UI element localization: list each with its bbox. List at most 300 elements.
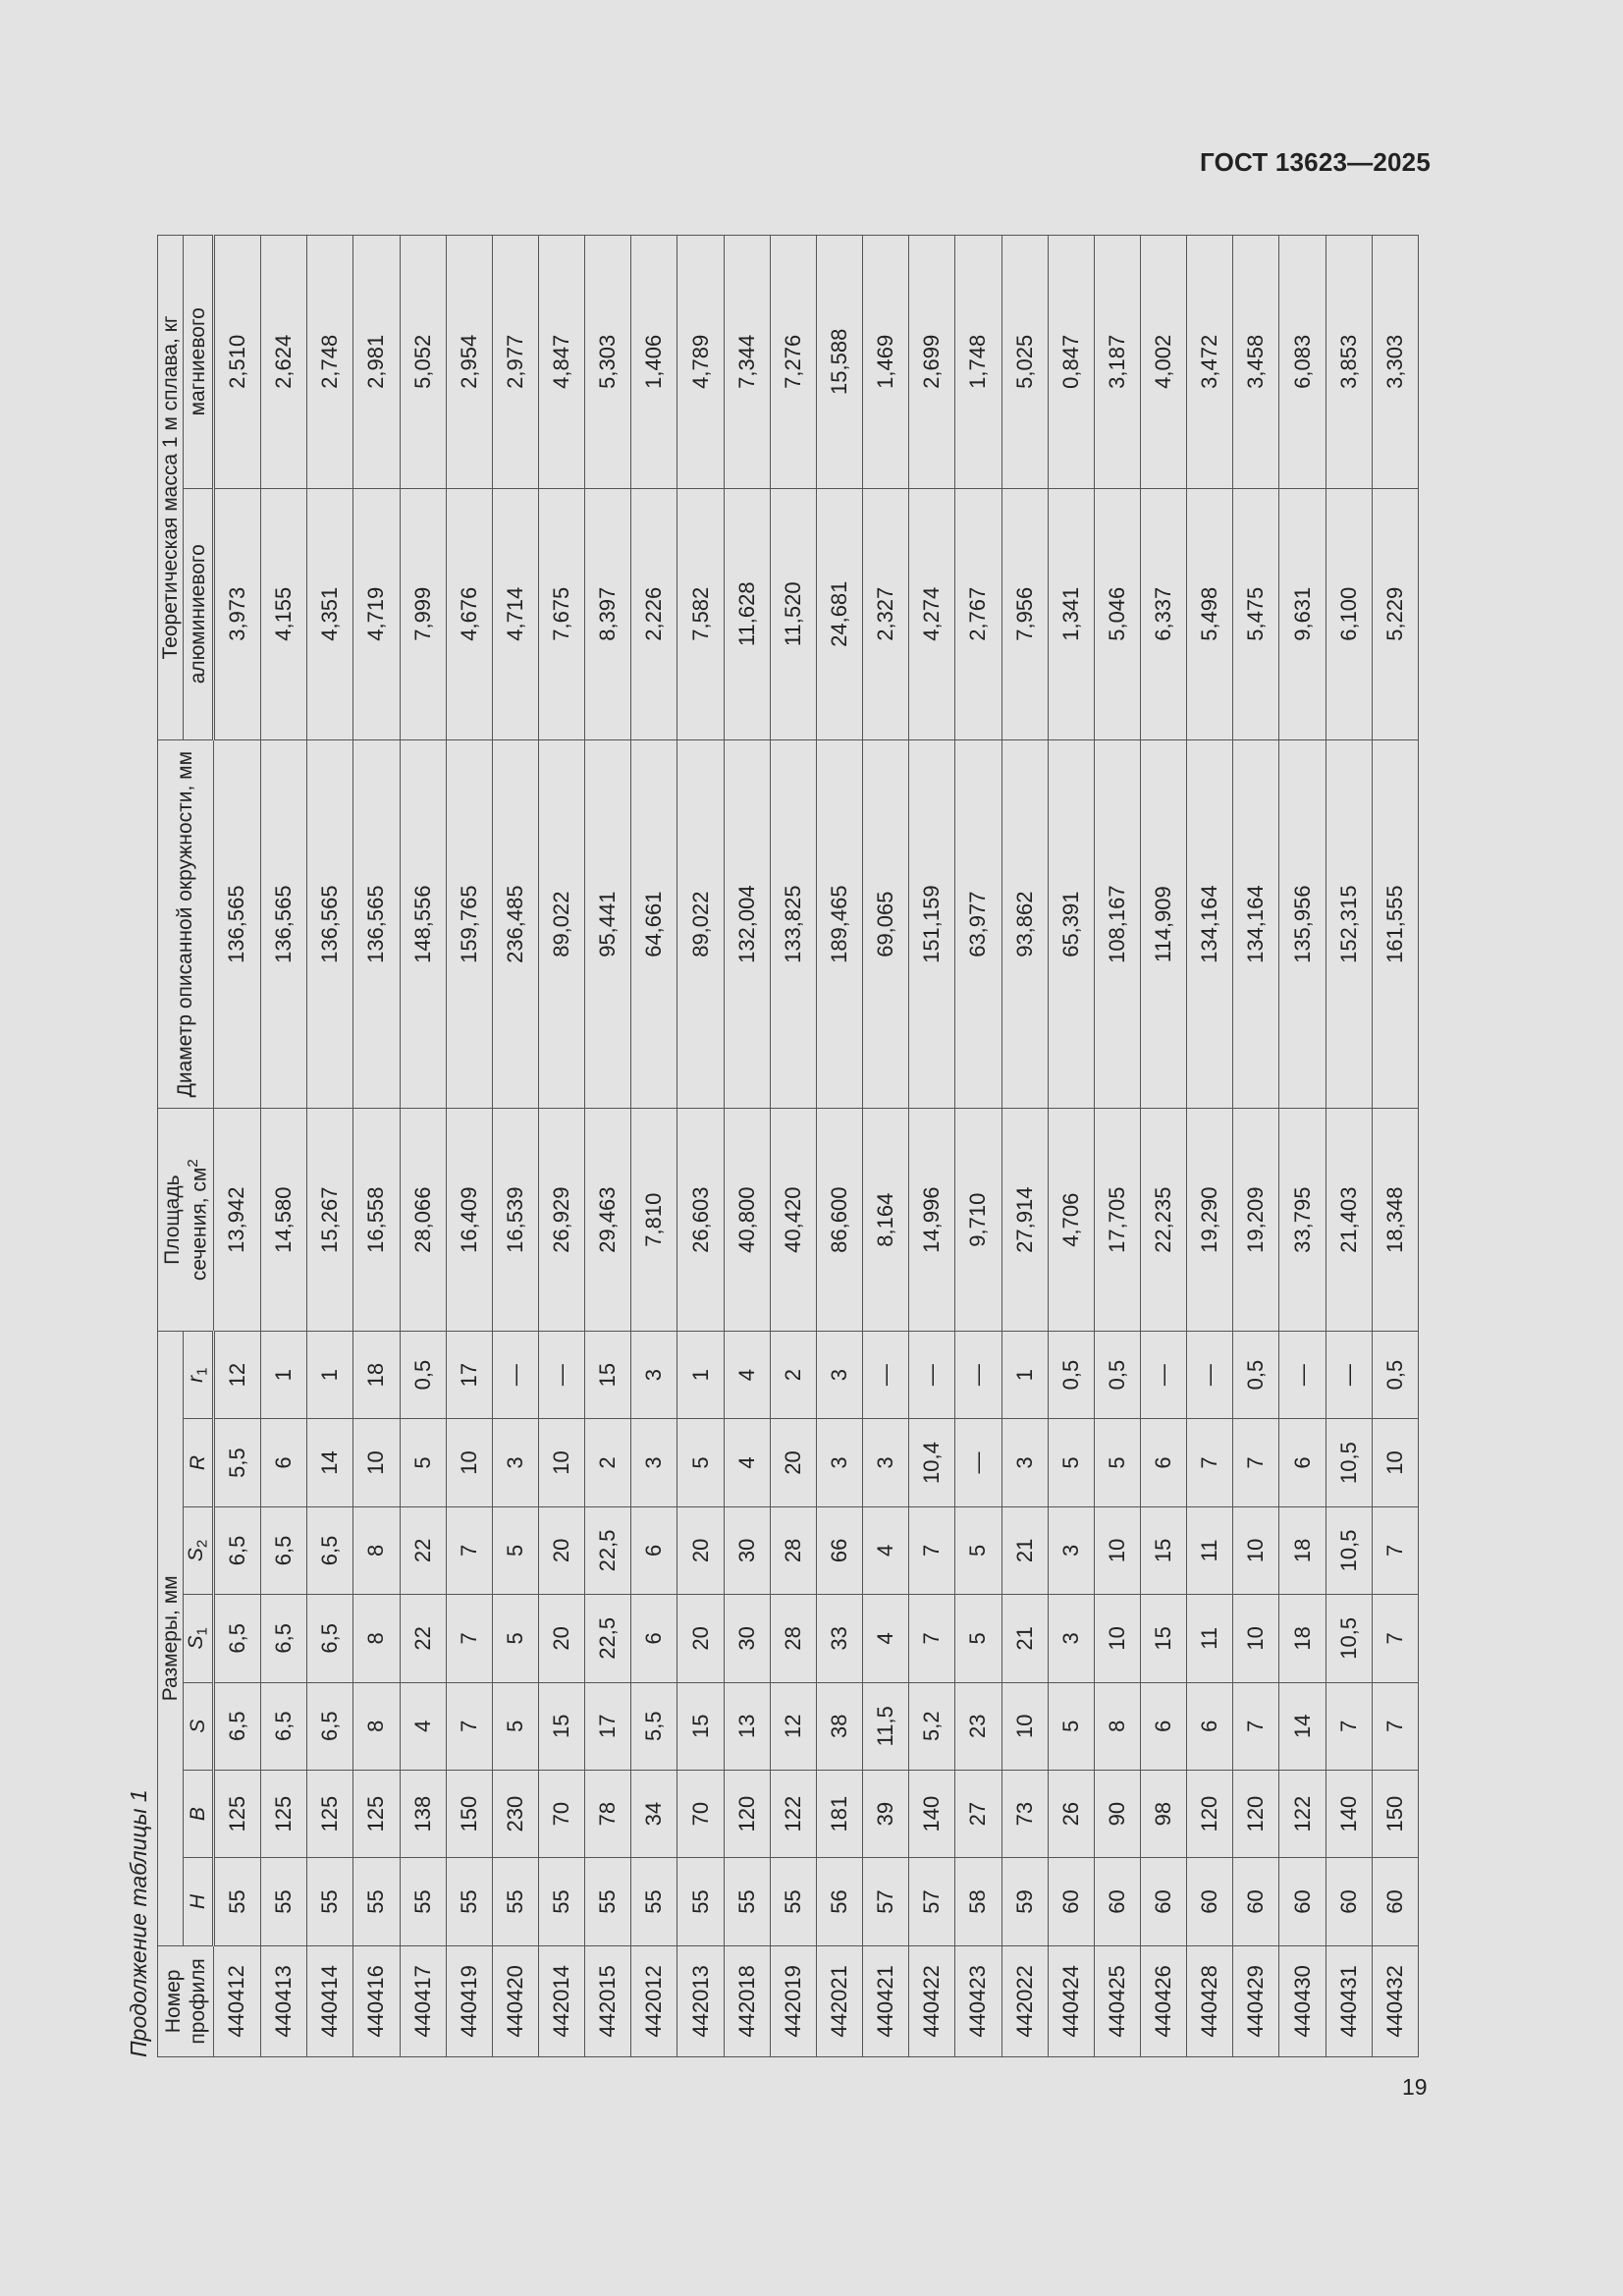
header-area-sup: 2 bbox=[184, 1159, 201, 1168]
cell-diameter: 132,004 bbox=[724, 739, 770, 1109]
cell-s1: 7 bbox=[1372, 1595, 1418, 1682]
header-area-line1: Площадь bbox=[160, 1175, 184, 1265]
header-mass: Теоретическая масса 1 м сплава, кг bbox=[158, 236, 184, 740]
cell-s1: 5 bbox=[955, 1595, 1001, 1682]
cell-mass-magnesium: 2,699 bbox=[909, 236, 955, 489]
cell-profile-number: 440413 bbox=[261, 1945, 307, 2056]
cell-r1: 1 bbox=[307, 1331, 353, 1418]
cell-profile-number: 442015 bbox=[585, 1945, 631, 2056]
header-h: H bbox=[184, 1858, 214, 1945]
cell-r1: 0,5 bbox=[400, 1331, 446, 1418]
cell-area: 7,810 bbox=[631, 1109, 677, 1332]
cell-diameter: 63,977 bbox=[955, 739, 1001, 1109]
cell-h: 60 bbox=[1233, 1858, 1279, 1945]
header-mass-magnesium: магниевого bbox=[184, 236, 214, 489]
cell-h: 60 bbox=[1325, 1858, 1372, 1945]
table-row bbox=[307, 236, 353, 2057]
cell-r: 10 bbox=[446, 1419, 492, 1506]
cell-b: 39 bbox=[863, 1770, 909, 1857]
cell-area: 19,290 bbox=[1187, 1109, 1233, 1332]
table-container bbox=[157, 235, 1419, 2057]
cell-r1: 17 bbox=[446, 1331, 492, 1418]
cell-diameter: 151,159 bbox=[909, 739, 955, 1109]
cell-s: 7 bbox=[1372, 1682, 1418, 1770]
cell-area: 29,463 bbox=[585, 1109, 631, 1332]
cell-profile-number: 440419 bbox=[446, 1945, 492, 2056]
table-row bbox=[677, 236, 724, 2057]
cell-area: 8,164 bbox=[863, 1109, 909, 1332]
cell-b: 125 bbox=[261, 1770, 307, 1857]
cell-s1: 18 bbox=[1279, 1595, 1325, 1682]
cell-s1: 8 bbox=[353, 1595, 400, 1682]
cell-s: 17 bbox=[585, 1682, 631, 1770]
cell-s2: 5 bbox=[492, 1506, 538, 1594]
cell-r: 10,5 bbox=[1325, 1419, 1372, 1506]
cell-r: 5 bbox=[1094, 1419, 1140, 1506]
cell-mass-aluminium: 11,520 bbox=[770, 488, 816, 739]
cell-area: 28,066 bbox=[400, 1109, 446, 1332]
cell-r1: — bbox=[1141, 1331, 1187, 1418]
cell-area: 13,942 bbox=[213, 1109, 260, 1332]
header-s1: $S_1$ bbox=[184, 1595, 214, 1682]
cell-s2: 7 bbox=[909, 1506, 955, 1594]
cell-s: 8 bbox=[353, 1682, 400, 1770]
cell-r: 6 bbox=[261, 1419, 307, 1506]
cell-mass-aluminium: 5,229 bbox=[1372, 488, 1418, 739]
cell-b: 27 bbox=[955, 1770, 1001, 1857]
cell-mass-aluminium: 4,274 bbox=[909, 488, 955, 739]
cell-profile-number: 440421 bbox=[863, 1945, 909, 2056]
header-r: R bbox=[184, 1419, 214, 1506]
cell-diameter: 152,315 bbox=[1325, 739, 1372, 1109]
cell-s1: 22,5 bbox=[585, 1595, 631, 1682]
cell-profile-number: 440422 bbox=[909, 1945, 955, 2056]
cell-diameter: 161,555 bbox=[1372, 739, 1418, 1109]
cell-s1: 6,5 bbox=[213, 1595, 260, 1682]
cell-s1: 30 bbox=[724, 1595, 770, 1682]
cell-h: 59 bbox=[1001, 1858, 1048, 1945]
cell-profile-number: 442018 bbox=[724, 1945, 770, 2056]
cell-mass-magnesium: 1,748 bbox=[955, 236, 1001, 489]
table-row bbox=[353, 236, 400, 2057]
cell-b: 90 bbox=[1094, 1770, 1140, 1857]
cell-b: 34 bbox=[631, 1770, 677, 1857]
cell-area: 9,710 bbox=[955, 1109, 1001, 1332]
cell-s: 5 bbox=[492, 1682, 538, 1770]
table-row bbox=[724, 236, 770, 2057]
cell-b: 230 bbox=[492, 1770, 538, 1857]
cell-r1: 15 bbox=[585, 1331, 631, 1418]
cell-s: 6,5 bbox=[213, 1682, 260, 1770]
cell-s1: 10 bbox=[1094, 1595, 1140, 1682]
cell-mass-aluminium: 6,100 bbox=[1325, 488, 1372, 739]
cell-r: 14 bbox=[307, 1419, 353, 1506]
cell-mass-aluminium: 4,676 bbox=[446, 488, 492, 739]
cell-h: 60 bbox=[1141, 1858, 1187, 1945]
cell-area: 33,795 bbox=[1279, 1109, 1325, 1332]
cell-h: 56 bbox=[816, 1858, 862, 1945]
cell-b: 125 bbox=[353, 1770, 400, 1857]
cell-profile-number: 442021 bbox=[816, 1945, 862, 2056]
cell-s1: 7 bbox=[909, 1595, 955, 1682]
table-row bbox=[446, 236, 492, 2057]
cell-b: 122 bbox=[770, 1770, 816, 1857]
cell-s2: 22,5 bbox=[585, 1506, 631, 1594]
cell-s1: 5 bbox=[492, 1595, 538, 1682]
cell-diameter: 134,164 bbox=[1187, 739, 1233, 1109]
cell-diameter: 148,556 bbox=[400, 739, 446, 1109]
cell-profile-number: 440412 bbox=[213, 1945, 260, 2056]
cell-mass-magnesium: 2,981 bbox=[353, 236, 400, 489]
cell-h: 55 bbox=[307, 1858, 353, 1945]
cell-s: 6 bbox=[1187, 1682, 1233, 1770]
cell-b: 98 bbox=[1141, 1770, 1187, 1857]
cell-mass-magnesium: 5,025 bbox=[1001, 236, 1048, 489]
cell-area: 4,706 bbox=[1048, 1109, 1094, 1332]
cell-area: 22,235 bbox=[1141, 1109, 1187, 1332]
cell-diameter: 114,909 bbox=[1141, 739, 1187, 1109]
table-row bbox=[585, 236, 631, 2057]
cell-diameter: 64,661 bbox=[631, 739, 677, 1109]
header-area-line2: сечения, см bbox=[188, 1167, 211, 1282]
cell-area: 19,209 bbox=[1233, 1109, 1279, 1332]
cell-s1: 11 bbox=[1187, 1595, 1233, 1682]
cell-s: 13 bbox=[724, 1682, 770, 1770]
cell-r: 4 bbox=[724, 1419, 770, 1506]
cell-s: 5,2 bbox=[909, 1682, 955, 1770]
cell-r: 5 bbox=[677, 1419, 724, 1506]
cell-area: 14,996 bbox=[909, 1109, 955, 1332]
cell-mass-magnesium: 2,624 bbox=[261, 236, 307, 489]
header-mass-aluminium: алюминиевого bbox=[184, 488, 214, 739]
cell-s: 6,5 bbox=[261, 1682, 307, 1770]
cell-r: 3 bbox=[863, 1419, 909, 1506]
cell-r1: — bbox=[1279, 1331, 1325, 1418]
cell-s: 10 bbox=[1001, 1682, 1048, 1770]
cell-s2: 10,5 bbox=[1325, 1506, 1372, 1594]
cell-h: 55 bbox=[492, 1858, 538, 1945]
cell-b: 140 bbox=[1325, 1770, 1372, 1857]
cell-mass-magnesium: 5,052 bbox=[400, 236, 446, 489]
cell-b: 120 bbox=[724, 1770, 770, 1857]
cell-r: 7 bbox=[1187, 1419, 1233, 1506]
cell-s: 14 bbox=[1279, 1682, 1325, 1770]
table-row bbox=[1279, 236, 1325, 2057]
cell-r1: 18 bbox=[353, 1331, 400, 1418]
table-row bbox=[261, 236, 307, 2057]
cell-profile-number: 440429 bbox=[1233, 1945, 1279, 2056]
cell-s1: 33 bbox=[816, 1595, 862, 1682]
cell-mass-magnesium: 4,789 bbox=[677, 236, 724, 489]
cell-profile-number: 440431 bbox=[1325, 1945, 1372, 2056]
table-row bbox=[1372, 236, 1418, 2057]
cell-mass-aluminium: 8,397 bbox=[585, 488, 631, 739]
cell-r1: 0,5 bbox=[1094, 1331, 1140, 1418]
cell-profile-number: 440416 bbox=[353, 1945, 400, 2056]
cell-s2: 10 bbox=[1233, 1506, 1279, 1594]
cell-mass-aluminium: 7,999 bbox=[400, 488, 446, 739]
table-row bbox=[631, 236, 677, 2057]
cell-profile-number: 440430 bbox=[1279, 1945, 1325, 2056]
cell-profile-number: 442012 bbox=[631, 1945, 677, 2056]
cell-s1: 10 bbox=[1233, 1595, 1279, 1682]
cell-diameter: 189,465 bbox=[816, 739, 862, 1109]
cell-h: 55 bbox=[585, 1858, 631, 1945]
cell-r: 20 bbox=[770, 1419, 816, 1506]
cell-h: 58 bbox=[955, 1858, 1001, 1945]
cell-s1: 20 bbox=[538, 1595, 584, 1682]
cell-h: 55 bbox=[770, 1858, 816, 1945]
cell-r: 3 bbox=[816, 1419, 862, 1506]
cell-diameter: 133,825 bbox=[770, 739, 816, 1109]
cell-b: 150 bbox=[1372, 1770, 1418, 1857]
cell-mass-magnesium: 1,469 bbox=[863, 236, 909, 489]
cell-profile-number: 440420 bbox=[492, 1945, 538, 2056]
cell-area: 40,800 bbox=[724, 1109, 770, 1332]
cell-r1: — bbox=[492, 1331, 538, 1418]
cell-r1: — bbox=[1325, 1331, 1372, 1418]
cell-s1: 3 bbox=[1048, 1595, 1094, 1682]
cell-r1: 1 bbox=[1001, 1331, 1048, 1418]
cell-s: 38 bbox=[816, 1682, 862, 1770]
cell-s1: 28 bbox=[770, 1595, 816, 1682]
cell-s2: 7 bbox=[1372, 1506, 1418, 1594]
cell-profile-number: 440414 bbox=[307, 1945, 353, 2056]
table-row bbox=[816, 236, 862, 2057]
cell-s2: 28 bbox=[770, 1506, 816, 1594]
cell-h: 55 bbox=[538, 1858, 584, 1945]
cell-s2: 10 bbox=[1094, 1506, 1140, 1594]
cell-mass-aluminium: 9,631 bbox=[1279, 488, 1325, 739]
cell-diameter: 89,022 bbox=[538, 739, 584, 1109]
cell-mass-magnesium: 15,588 bbox=[816, 236, 862, 489]
cell-mass-aluminium: 4,719 bbox=[353, 488, 400, 739]
table-row bbox=[955, 236, 1001, 2057]
cell-s: 5 bbox=[1048, 1682, 1094, 1770]
cell-diameter: 159,765 bbox=[446, 739, 492, 1109]
cell-h: 55 bbox=[353, 1858, 400, 1945]
cell-s: 23 bbox=[955, 1682, 1001, 1770]
cell-profile-number: 440417 bbox=[400, 1945, 446, 2056]
cell-r1: — bbox=[909, 1331, 955, 1418]
cell-h: 60 bbox=[1372, 1858, 1418, 1945]
cell-profile-number: 440432 bbox=[1372, 1945, 1418, 2056]
header-profile-number: Номер профиля bbox=[158, 1945, 214, 2056]
table-row bbox=[1094, 236, 1140, 2057]
cell-h: 57 bbox=[863, 1858, 909, 1945]
cell-mass-magnesium: 7,276 bbox=[770, 236, 816, 489]
cell-r: 6 bbox=[1279, 1419, 1325, 1506]
cell-r: 10 bbox=[538, 1419, 584, 1506]
cell-diameter: 89,022 bbox=[677, 739, 724, 1109]
cell-s2: 7 bbox=[446, 1506, 492, 1594]
cell-h: 55 bbox=[400, 1858, 446, 1945]
cell-s2: 66 bbox=[816, 1506, 862, 1594]
cell-r1: 0,5 bbox=[1233, 1331, 1279, 1418]
header-r1: $r_1$ bbox=[184, 1331, 214, 1418]
cell-r: 5 bbox=[400, 1419, 446, 1506]
table-caption: Продолжение таблицы 1 bbox=[126, 1789, 151, 2057]
cell-mass-magnesium: 3,458 bbox=[1233, 236, 1279, 489]
cell-diameter: 136,565 bbox=[261, 739, 307, 1109]
cell-r1: 3 bbox=[816, 1331, 862, 1418]
cell-s1: 21 bbox=[1001, 1595, 1048, 1682]
cell-s2: 4 bbox=[863, 1506, 909, 1594]
cell-mass-aluminium: 4,714 bbox=[492, 488, 538, 739]
cell-mass-aluminium: 6,337 bbox=[1141, 488, 1187, 739]
cell-b: 120 bbox=[1187, 1770, 1233, 1857]
cell-r: 5 bbox=[1048, 1419, 1094, 1506]
cell-s2: 15 bbox=[1141, 1506, 1187, 1594]
cell-h: 55 bbox=[446, 1858, 492, 1945]
table-row bbox=[1233, 236, 1279, 2057]
cell-r: 10,4 bbox=[909, 1419, 955, 1506]
cell-s2: 18 bbox=[1279, 1506, 1325, 1594]
cell-s2: 11 bbox=[1187, 1506, 1233, 1594]
cell-b: 181 bbox=[816, 1770, 862, 1857]
cell-mass-aluminium: 4,351 bbox=[307, 488, 353, 739]
cell-profile-number: 440428 bbox=[1187, 1945, 1233, 2056]
cell-mass-magnesium: 5,303 bbox=[585, 236, 631, 489]
table-row bbox=[770, 236, 816, 2057]
cell-h: 55 bbox=[677, 1858, 724, 1945]
cell-s2: 20 bbox=[538, 1506, 584, 1594]
cell-s1: 4 bbox=[863, 1595, 909, 1682]
cell-s2: 6,5 bbox=[307, 1506, 353, 1594]
cell-s2: 3 bbox=[1048, 1506, 1094, 1594]
cell-s2: 30 bbox=[724, 1506, 770, 1594]
cell-mass-magnesium: 4,002 bbox=[1141, 236, 1187, 489]
cell-r1: 12 bbox=[213, 1331, 260, 1418]
cell-s2: 22 bbox=[400, 1506, 446, 1594]
cell-diameter: 108,167 bbox=[1094, 739, 1140, 1109]
cell-diameter: 93,862 bbox=[1001, 739, 1048, 1109]
cell-s2: 6,5 bbox=[261, 1506, 307, 1594]
cell-h: 60 bbox=[1279, 1858, 1325, 1945]
table-row bbox=[863, 236, 909, 2057]
cell-mass-magnesium: 7,344 bbox=[724, 236, 770, 489]
cell-profile-number: 440425 bbox=[1094, 1945, 1140, 2056]
cell-s1: 6 bbox=[631, 1595, 677, 1682]
cell-area: 21,403 bbox=[1325, 1109, 1372, 1332]
cell-s: 6,5 bbox=[307, 1682, 353, 1770]
table-row bbox=[538, 236, 584, 2057]
cell-b: 125 bbox=[307, 1770, 353, 1857]
cell-s1: 6,5 bbox=[307, 1595, 353, 1682]
cell-mass-aluminium: 2,226 bbox=[631, 488, 677, 739]
cell-mass-aluminium: 7,675 bbox=[538, 488, 584, 739]
cell-area: 16,558 bbox=[353, 1109, 400, 1332]
table-row bbox=[1325, 236, 1372, 2057]
cell-s: 6 bbox=[1141, 1682, 1187, 1770]
cell-s2: 5 bbox=[955, 1506, 1001, 1594]
cell-area: 17,705 bbox=[1094, 1109, 1140, 1332]
cell-mass-magnesium: 2,977 bbox=[492, 236, 538, 489]
cell-s1: 15 bbox=[1141, 1595, 1187, 1682]
header-dimensions: Размеры, мм bbox=[158, 1331, 184, 1945]
cell-h: 57 bbox=[909, 1858, 955, 1945]
cell-s: 7 bbox=[1325, 1682, 1372, 1770]
cell-s1: 6,5 bbox=[261, 1595, 307, 1682]
cell-b: 26 bbox=[1048, 1770, 1094, 1857]
table-row bbox=[1141, 236, 1187, 2057]
cell-h: 60 bbox=[1187, 1858, 1233, 1945]
cell-h: 55 bbox=[213, 1858, 260, 1945]
cell-s: 12 bbox=[770, 1682, 816, 1770]
cell-s: 8 bbox=[1094, 1682, 1140, 1770]
cell-b: 140 bbox=[909, 1770, 955, 1857]
cell-diameter: 134,164 bbox=[1233, 739, 1279, 1109]
cell-s2: 21 bbox=[1001, 1506, 1048, 1594]
cell-b: 138 bbox=[400, 1770, 446, 1857]
cell-diameter: 65,391 bbox=[1048, 739, 1094, 1109]
cell-r1: 3 bbox=[631, 1331, 677, 1418]
cell-r1: 1 bbox=[261, 1331, 307, 1418]
cell-s2: 20 bbox=[677, 1506, 724, 1594]
cell-mass-magnesium: 3,853 bbox=[1325, 236, 1372, 489]
cell-profile-number: 440426 bbox=[1141, 1945, 1187, 2056]
cell-mass-magnesium: 2,748 bbox=[307, 236, 353, 489]
cell-mass-magnesium: 4,847 bbox=[538, 236, 584, 489]
cell-r1: 0,5 bbox=[1372, 1331, 1418, 1418]
cell-r: 5,5 bbox=[213, 1419, 260, 1506]
cell-b: 78 bbox=[585, 1770, 631, 1857]
cell-s: 4 bbox=[400, 1682, 446, 1770]
cell-mass-aluminium: 2,327 bbox=[863, 488, 909, 739]
cell-area: 40,420 bbox=[770, 1109, 816, 1332]
cell-b: 120 bbox=[1233, 1770, 1279, 1857]
cell-r1: — bbox=[538, 1331, 584, 1418]
cell-r: 10 bbox=[1372, 1419, 1418, 1506]
page-number: 19 bbox=[1402, 2074, 1428, 2100]
table-row bbox=[213, 236, 260, 2057]
cell-r1: — bbox=[1187, 1331, 1233, 1418]
cell-h: 60 bbox=[1094, 1858, 1140, 1945]
cell-b: 70 bbox=[677, 1770, 724, 1857]
cell-profile-number: 442014 bbox=[538, 1945, 584, 2056]
header-s2: $S_2$ bbox=[184, 1506, 214, 1594]
cell-b: 122 bbox=[1279, 1770, 1325, 1857]
table-row bbox=[400, 236, 446, 2057]
cell-r1: — bbox=[955, 1331, 1001, 1418]
cell-r: 3 bbox=[492, 1419, 538, 1506]
header-diameter: Диаметр описанной окружности, мм bbox=[158, 739, 214, 1109]
cell-mass-aluminium: 5,475 bbox=[1233, 488, 1279, 739]
cell-r: 3 bbox=[1001, 1419, 1048, 1506]
cell-mass-magnesium: 3,472 bbox=[1187, 236, 1233, 489]
cell-mass-aluminium: 4,155 bbox=[261, 488, 307, 739]
cell-s: 7 bbox=[1233, 1682, 1279, 1770]
header-b: B bbox=[184, 1770, 214, 1857]
cell-mass-magnesium: 1,406 bbox=[631, 236, 677, 489]
cell-h: 60 bbox=[1048, 1858, 1094, 1945]
cell-area: 86,600 bbox=[816, 1109, 862, 1332]
cell-r: 6 bbox=[1141, 1419, 1187, 1506]
cell-profile-number: 440424 bbox=[1048, 1945, 1094, 2056]
cell-s: 15 bbox=[538, 1682, 584, 1770]
header-s: S bbox=[184, 1682, 214, 1770]
cell-mass-aluminium: 5,046 bbox=[1094, 488, 1140, 739]
cell-area: 27,914 bbox=[1001, 1109, 1048, 1332]
cell-profile-number: 442013 bbox=[677, 1945, 724, 2056]
cell-diameter: 136,565 bbox=[353, 739, 400, 1109]
cell-diameter: 95,441 bbox=[585, 739, 631, 1109]
cell-r: — bbox=[955, 1419, 1001, 1506]
cell-diameter: 136,565 bbox=[213, 739, 260, 1109]
cell-diameter: 236,485 bbox=[492, 739, 538, 1109]
cell-area: 18,348 bbox=[1372, 1109, 1418, 1332]
cell-mass-aluminium: 11,628 bbox=[724, 488, 770, 739]
